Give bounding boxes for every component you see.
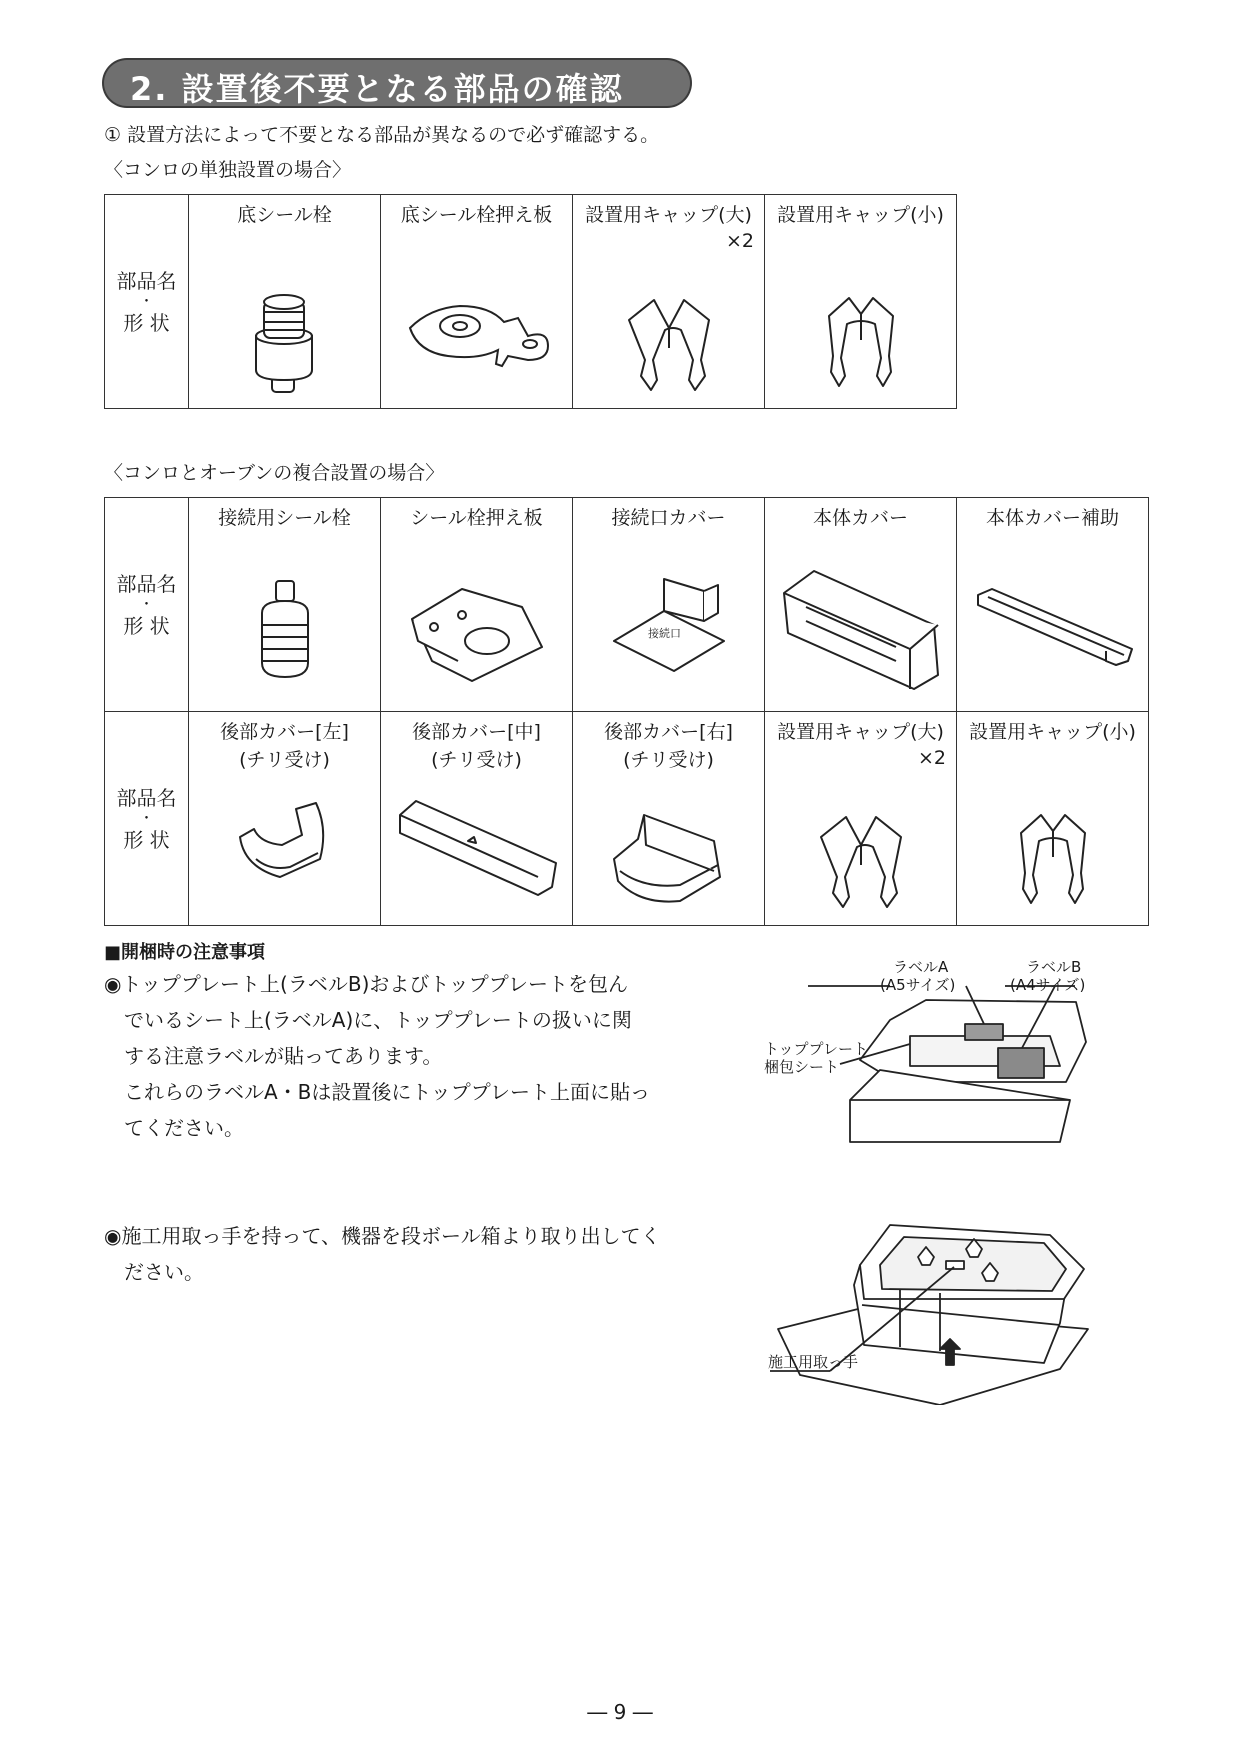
- connection-seal-plug-icon: [250, 573, 320, 693]
- row-label: 部品名 ・ 形 状: [105, 712, 189, 926]
- label-position-figure: [760, 960, 1100, 1150]
- part-cell: [381, 498, 573, 712]
- part-cell: [573, 712, 765, 926]
- unit-lift-illustration: [770, 1205, 1100, 1405]
- row-label: 部品名 ・ 形 状: [105, 498, 189, 712]
- single-install-parts-table: [104, 194, 957, 409]
- body-cover-aux-icon: [968, 581, 1138, 671]
- part-cell: [765, 195, 957, 409]
- single-install-caption: 〈コンロの単独設置の場合〉: [104, 159, 352, 181]
- combo-install-caption: 〈コンロとオーブンの複合設置の場合〉: [104, 462, 445, 484]
- part-cell: [381, 195, 573, 409]
- label-a-size: (A5サイズ): [880, 976, 956, 994]
- part-cell: [573, 498, 765, 712]
- rear-cover-center-icon: [392, 791, 562, 901]
- part-cell: [765, 712, 957, 926]
- install-cap-large-icon: [619, 290, 719, 400]
- handle-label: 施工用取っ手: [768, 1353, 859, 1371]
- part-cell: [189, 712, 381, 926]
- part-cell: [189, 195, 381, 409]
- part-cell: [381, 712, 573, 926]
- part-cell: [573, 195, 765, 409]
- row-label: 部品名 ・ 形 状: [105, 195, 189, 409]
- section-title: 2. 設置後不要となる部品の確認: [130, 70, 624, 108]
- part-name: 後部カバー[右] (チリ受け): [604, 721, 733, 771]
- part-cell: [189, 498, 381, 712]
- seal-plug-icon: [240, 280, 330, 400]
- part-name: 接続用シール栓: [218, 507, 351, 529]
- combo-install-parts-table: [104, 497, 1149, 926]
- part-name: 接続口カバー: [611, 507, 726, 529]
- connection-port-cover-icon: [604, 571, 734, 681]
- rear-cover-left-icon: [230, 797, 340, 887]
- unpacking-notes-heading: ■開梱時の注意事項: [104, 942, 266, 963]
- rear-cover-right-icon: [604, 805, 734, 905]
- part-name: 後部カバー[左] (チリ受け): [220, 721, 349, 771]
- part-name: 設置用キャップ(大) ×2: [777, 721, 946, 769]
- part-cell: [765, 498, 957, 712]
- label-a: ラベルA: [893, 958, 949, 976]
- plug-retainer-plate-icon: [402, 298, 552, 378]
- part-name: 本体カバー: [812, 507, 908, 529]
- label-b: ラベルB: [1026, 958, 1082, 976]
- part-name: 設置用キャップ(大) ×2: [585, 204, 754, 252]
- part-name: 設置用キャップ(小): [777, 204, 944, 226]
- intro-text: ① 設置方法によって不要となる部品が異なるので必ず確認する。: [104, 124, 660, 146]
- install-cap-small-icon: [821, 290, 901, 400]
- svg-text:接続口: 接続口: [647, 627, 681, 640]
- part-name: シール栓押え板: [410, 507, 543, 529]
- part-cell: [957, 712, 1149, 926]
- note-paragraph-2: ◉施工用取っ手を持って、機器を段ボール箱より取り出してく ださい。: [104, 1224, 661, 1284]
- part-name: 後部カバー[中] (チリ受け): [412, 721, 541, 771]
- part-name: 底シール栓: [237, 204, 332, 226]
- page-number: ― 9 ―: [587, 1700, 653, 1724]
- label-b-size: (A4サイズ): [1010, 976, 1086, 994]
- part-cell: [957, 498, 1149, 712]
- install-cap-small-icon: [1013, 807, 1093, 917]
- sheet-label-line1: トッププレート: [764, 1040, 868, 1058]
- part-name: 底シール栓押え板: [400, 204, 553, 226]
- handle-figure: [770, 1205, 1100, 1405]
- part-name: 設置用キャップ(小): [969, 721, 1136, 743]
- note-paragraph-1: ◉トッププレート上(ラベルB)およびトッププレートを包ん でいるシート上(ラベルA)に、トッププレートの扱いに関 する注意ラベルが貼ってあります。 これらのラベルA・Bは設置後にトッププレート上面に貼っ てください。: [104, 972, 651, 1140]
- body-cover-icon: [776, 563, 946, 693]
- sheet-label-line2: 梱包シート: [764, 1058, 840, 1076]
- part-name: 本体カバー補助: [985, 507, 1119, 529]
- seal-retainer-plate-icon: [402, 579, 552, 689]
- install-cap-large-icon: [811, 807, 911, 917]
